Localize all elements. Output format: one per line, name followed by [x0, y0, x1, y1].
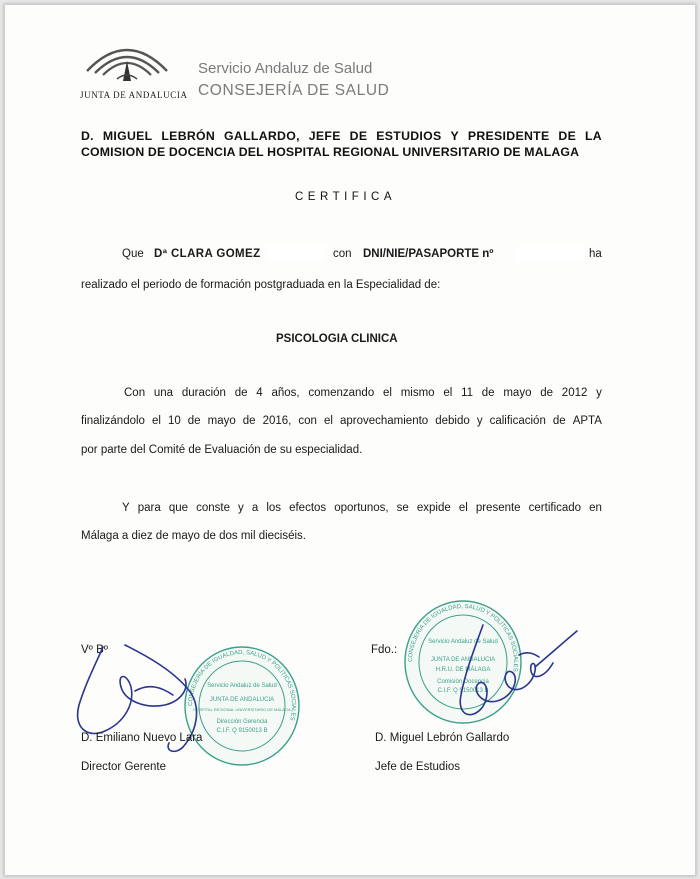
paragraph3-word: los [266, 502, 282, 514]
paragraph2-word: mayo [207, 415, 236, 427]
svg-text:C.I.F. Q 9150013 B: C.I.F. Q 9150013 B [216, 728, 268, 734]
paragraph1-line2: realizado el periodo de formación postgraduada en la Especialidad de: [81, 279, 441, 291]
paragraph2-word: 10 [167, 415, 181, 427]
head-of-studies-role: Jefe de Estudios [375, 761, 461, 773]
svg-text:Servicio Andaluz de Salud: Servicio Andaluz de Salud [207, 683, 277, 689]
visto-bueno-label: Vº Bº [81, 644, 108, 656]
firmado-label: Fdo.: [371, 644, 398, 656]
paragraph2-word: años, [271, 387, 300, 399]
logo-caption: JUNTA DE ANDALUCIA [80, 90, 188, 100]
paragraph3-word: se [396, 502, 409, 514]
paragraph2-word: aprovechamiento [339, 415, 429, 427]
svg-text:CONSEJERÍA DE IGUALDAD, SALUD: CONSEJERÍA DE IGUALDAD, SALUD Y POLÍTICAS SOCIALES [407, 603, 519, 673]
paragraph2-word: Con [124, 387, 146, 399]
title-word: D. [81, 129, 94, 143]
svg-text:CONSEJERÍA DE IGUALDAD, SALUD: CONSEJERÍA DE IGUALDAD, SALUD Y POLÍTICAS SOCIALES [187, 649, 297, 722]
paragraph2-word: 2016, [262, 415, 292, 427]
svg-text:JUNTA DE ANDALUCIA: JUNTA DE ANDALUCIA [209, 697, 275, 703]
paragraph3-word: presente [475, 502, 521, 514]
paragraph3-word: para [137, 502, 161, 514]
student-name: Dª CLARA GOMEZ [154, 248, 261, 260]
paragraph2-word: con [298, 415, 317, 427]
title-word: DE [558, 129, 577, 143]
paragraph3-line1 [122, 502, 602, 514]
paragraph3-word: expide [416, 502, 451, 514]
paragraph3-word: el [458, 502, 468, 514]
specialty: PSICOLOGIA CLINICA [276, 333, 398, 345]
paragraph2-word: finalizándolo [81, 415, 145, 427]
paragraph3-word: certificado [528, 502, 582, 514]
svg-text:C.I.F. Q 9150013 B: C.I.F. Q 9150013 B [437, 688, 489, 694]
title-word: LA [585, 129, 602, 143]
head-of-studies-name: D. Miguel Lebrón Gallardo [375, 732, 510, 744]
paragraph2-word: el [323, 415, 333, 427]
ha-word: ha [589, 248, 602, 260]
director-role: Director Gerente [81, 761, 167, 773]
paragraph2-word: de [234, 387, 248, 399]
svg-text:Servicio Andaluz de Salud: Servicio Andaluz de Salud [428, 639, 498, 645]
title-word: ESTUDIOS [376, 129, 442, 143]
paragraph3-word: oportunos, [334, 502, 389, 514]
paragraph2-word: 2012 [561, 387, 588, 399]
org-name: Servicio Andaluz de Salud [198, 60, 373, 77]
paragraph3-word: y [238, 502, 244, 514]
director-name: D. Emiliano Nuevo Lara [81, 732, 203, 744]
que-word: Que [122, 248, 144, 260]
paragraph2-word: y [476, 415, 483, 427]
paragraph2-word: el [382, 387, 392, 399]
certificate-page [4, 4, 696, 876]
junta-andalucia-logo-icon [81, 35, 173, 91]
document-type: DNI/NIE/PASAPORTE nº [363, 248, 494, 260]
title-word: Y [450, 129, 459, 143]
paragraph2-word: el [151, 415, 161, 427]
paragraph2-word: calificación [489, 415, 546, 427]
paragraph2-line3: por parte del Comité de Evaluación de su especialidad. [81, 444, 363, 456]
paragraph2-word: mayo [503, 387, 532, 399]
paragraph2-word: de [187, 415, 201, 427]
department-name: CONSEJERÍA DE SALUD [198, 82, 390, 99]
svg-text:JUNTA DE ANDALUCIA: JUNTA DE ANDALUCIA [430, 657, 496, 663]
title-line-2: COMISION DE DOCENCIA DEL HOSPITAL REGIONAL UNIVERSITARIO DE MALAGA [81, 145, 580, 159]
title-word: JEFE [308, 129, 341, 143]
paragraph2-line2 [81, 415, 602, 427]
paragraph2-word: debido [435, 415, 470, 427]
certifica-heading: CERTIFICA [295, 191, 396, 203]
paragraph2-word: una [153, 387, 174, 399]
paragraph2-word: y [596, 387, 602, 399]
head-of-studies-handwritten-signature-icon [435, 617, 585, 727]
svg-text:H.R.U. DE MÁLAGA: H.R.U. DE MÁLAGA [435, 667, 491, 673]
paragraph2-word: APTA [572, 415, 602, 427]
paragraph2-line1 [124, 387, 602, 399]
paragraph3-word: conste [196, 502, 230, 514]
paragraph3-line2: Málaga a diez de mayo de dos mil dieciséis. [81, 530, 307, 542]
paragraph2-word: de [540, 387, 554, 399]
paragraph2-word: 4 [256, 387, 263, 399]
redaction-document-number [517, 245, 585, 261]
paragraph3-word: a [251, 502, 259, 514]
con-word: con [333, 248, 352, 260]
title-word: DE [349, 129, 368, 143]
title-word: LEBRÓN [161, 129, 216, 143]
paragraph3-word: en [589, 502, 602, 514]
svg-text:HOSPITAL REGIONAL UNIVERSITARI: HOSPITAL REGIONAL UNIVERSITARIO DE MÁLAGA [193, 707, 291, 712]
svg-text:Dirección Gerencia: Dirección Gerencia [216, 719, 268, 725]
paragraph3-word: Y [122, 502, 130, 514]
paragraph2-word: mismo [400, 387, 435, 399]
title-word: GALLARDO, [224, 129, 300, 143]
paragraph2-word: de [481, 387, 495, 399]
title-word: MIGUEL [102, 129, 153, 143]
paragraph2-word: comenzando [308, 387, 375, 399]
paragraph2-word: 11 [461, 387, 474, 399]
redaction-surname [267, 245, 325, 261]
paragraph3-word: efectos [289, 502, 327, 514]
paragraph2-word: duración [181, 387, 226, 399]
paragraph2-word: de [242, 415, 256, 427]
paragraph3-word: que [168, 502, 189, 514]
paragraph2-word: el [443, 387, 453, 399]
svg-text:Comisión Docencia: Comisión Docencia [437, 679, 489, 685]
title-word: PRESIDENTE [467, 129, 550, 143]
paragraph2-word: de [552, 415, 566, 427]
title-line-1 [81, 129, 602, 143]
